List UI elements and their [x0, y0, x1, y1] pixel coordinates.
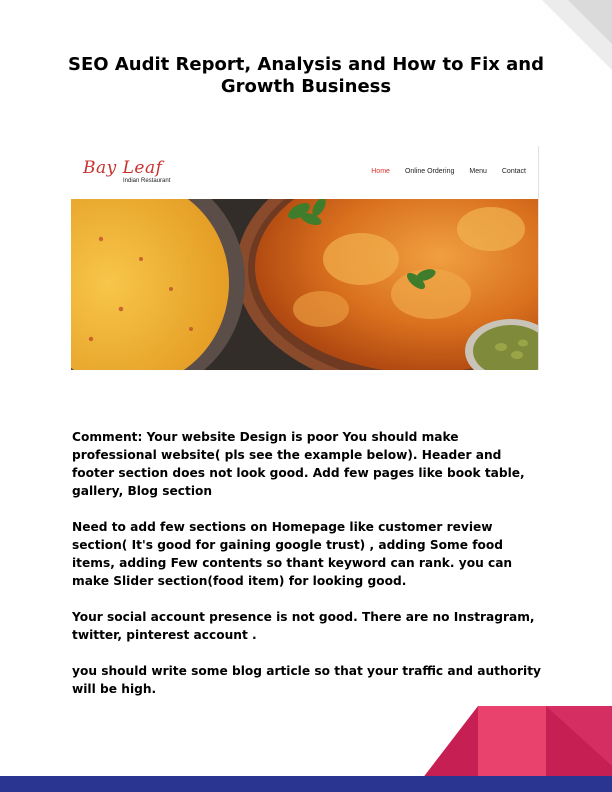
footer-bar	[0, 776, 612, 792]
page-title: SEO Audit Report, Analysis and How to Fix and Growth Business	[68, 54, 544, 97]
nav-item-home[interactable]: Home	[371, 168, 390, 175]
social-presence-paragraph: Your social account presence is not good. There are no Instragram, twitter, pinterest account .	[72, 610, 535, 642]
logo-subtitle: Indian Restaurant	[123, 178, 171, 184]
blog-paragraph: you should write some blog article so that your traffic and authority will be high.	[72, 664, 542, 696]
site-logo[interactable]	[83, 158, 170, 184]
homepage-sections-paragraph: Need to add few sections on Homepage like customer review section( It's good for gaining google trust) , adding Some food items, adding Few contents so thant keyword can rank. you can make Slider section(food item) for looking good.	[72, 520, 513, 588]
site-header	[71, 146, 538, 199]
nav-item-online-ordering[interactable]: Online Ordering	[404, 168, 455, 175]
nav-item-menu[interactable]: Menu	[469, 168, 487, 175]
hero-food-image	[71, 199, 538, 370]
site-nav	[371, 168, 526, 175]
logo-script-text: Bay Leaf	[83, 158, 163, 178]
nav-item-contact[interactable]: Contact	[501, 168, 526, 175]
report-body	[72, 428, 542, 716]
website-screenshot	[71, 146, 539, 370]
comment-paragraph: Comment: Your website Design is poor You should make professional website( pls see the example below). Header and footer section does not look good. Add few pages like book table, gallery, Blog section	[72, 430, 525, 498]
